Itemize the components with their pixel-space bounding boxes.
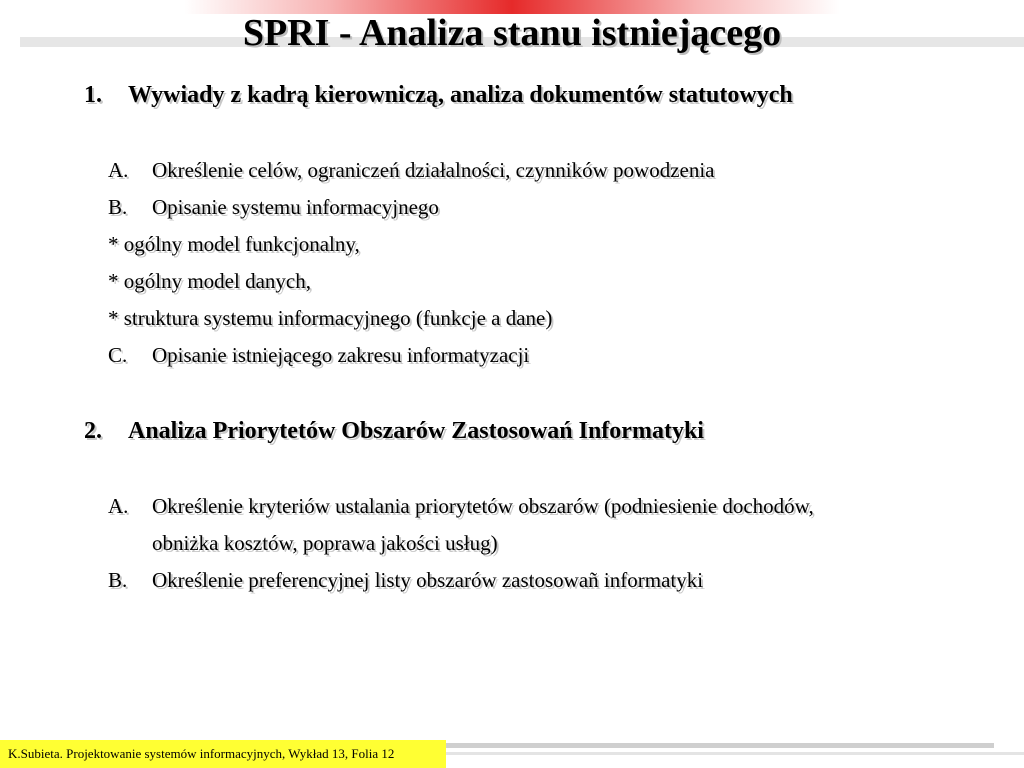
section-2-heading-text: Analiza Priorytetów Obszarów Zastosowań Informatyki: [128, 418, 704, 444]
section-1-item-b: [108, 193, 439, 221]
item-marker: A.: [108, 494, 129, 518]
section-1-item-a: [108, 156, 715, 184]
section-1-bullet-data: * ogólny model danych,: [108, 269, 311, 293]
item-text: Opisanie istniejącego zakresu informatyzacji: [152, 343, 530, 367]
item-text: Określenie kryteriów ustalania priorytetów obszarów (podniesienie dochodów,: [152, 494, 814, 518]
section-1-heading-text: Wywiady z kadrą kierowniczą, analiza dokumentów statutowych: [128, 82, 793, 108]
section-2-item-b: [108, 566, 703, 594]
section-1-bullet-functional: * ogólny model funkcjonalny,: [108, 232, 360, 256]
item-marker: B.: [108, 195, 128, 219]
footer-caption: K.Subieta. Projektowanie systemów informacyjnych, Wykład 13, Folia 12: [0, 740, 446, 768]
section-1-item-c: [108, 341, 529, 369]
section-1-bullet-structure: * struktura systemu informacyjnego (funkcje a dane): [108, 306, 553, 330]
section-1-number: 1.: [84, 82, 102, 108]
item-marker: B.: [108, 568, 128, 592]
section-1-heading: [84, 80, 793, 110]
footer-rule: [446, 743, 994, 748]
item-marker: C.: [108, 343, 128, 367]
slide-title: SPRI - Analiza stanu istniejącego: [242, 12, 782, 54]
item-text: Opisanie systemu informacyjnego: [152, 195, 439, 219]
section-2-number: 2.: [84, 418, 102, 444]
item-text: Określenie preferencyjnej listy obszarów zastosowañ informatyki: [152, 568, 704, 592]
section-2-item-a-continuation: obniżka kosztów, poprawa jakości usług): [152, 531, 498, 555]
section-2-heading: [84, 416, 704, 446]
section-2-item-a: [108, 492, 814, 520]
footer-rule-secondary: [446, 752, 1024, 755]
item-marker: A.: [108, 158, 129, 182]
item-text: Określenie celów, ograniczeń działalności, czynników powodzenia: [152, 158, 715, 182]
